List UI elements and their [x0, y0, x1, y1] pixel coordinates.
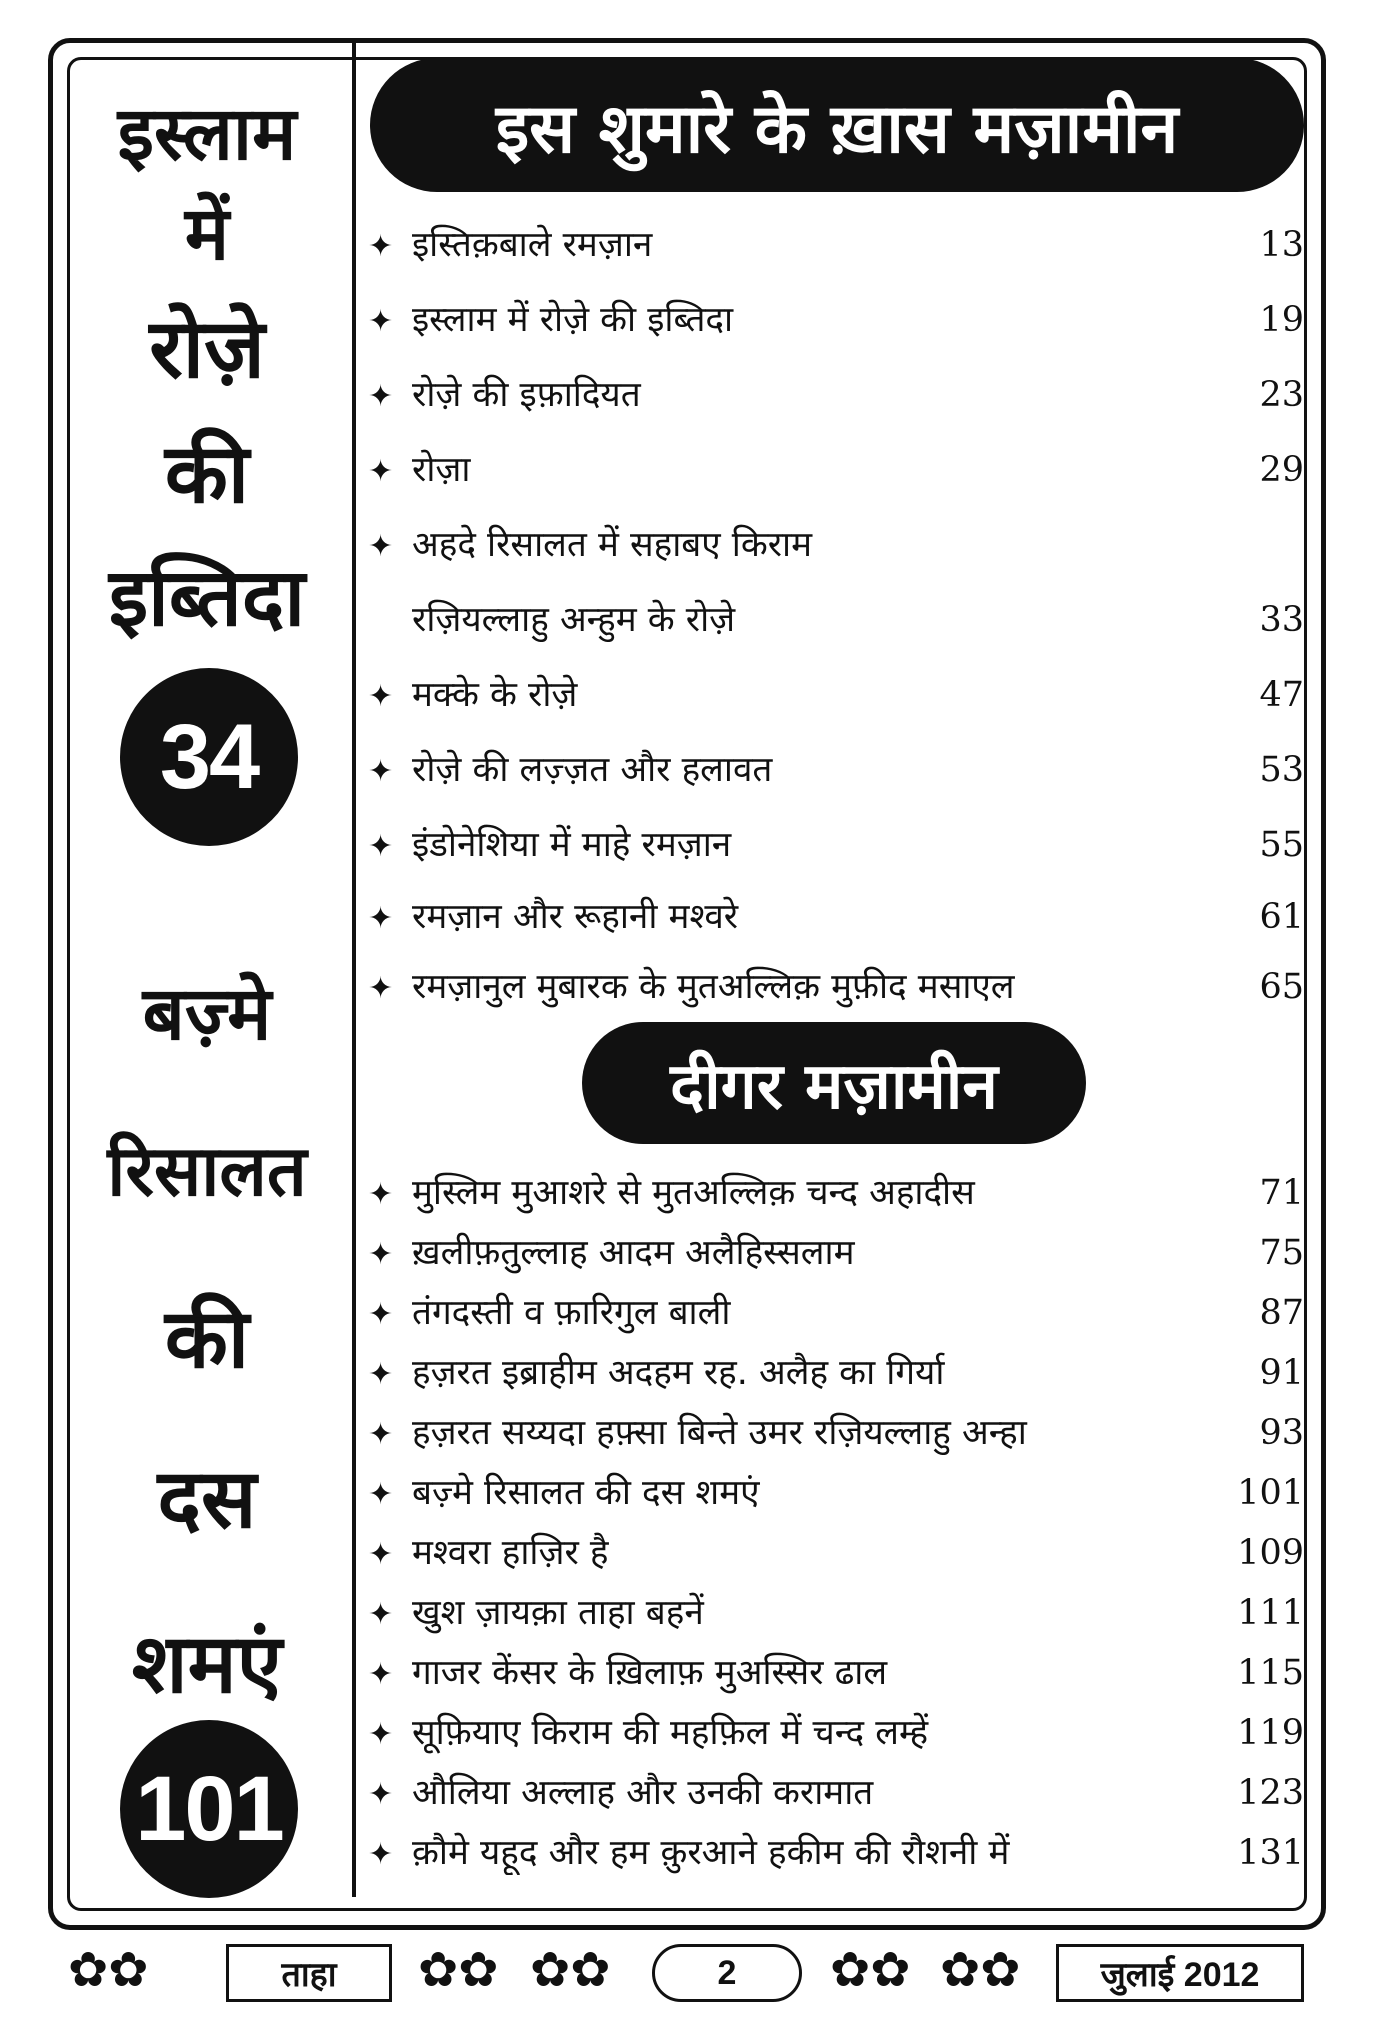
entry-title: बज़्मे रिसालत की दस शमएं [412, 1473, 760, 1513]
bullet-icon: ✦ [368, 829, 394, 864]
bullet-icon: ✦ [368, 1357, 394, 1392]
badge-101: 101 [120, 1720, 298, 1898]
toc-entry[interactable] [368, 1408, 1304, 1455]
entry-page: 91 [1259, 1353, 1304, 1393]
page-number: 2 [652, 1944, 802, 2002]
flower-ornament-icon: ✿✿ [830, 1942, 911, 1998]
entry-title: ख़लीफ़तुल्लाह आदम अलैहिस्सलाम [412, 1233, 855, 1273]
bullet-icon: ✦ [368, 454, 394, 489]
entry-title: औलिया अल्लाह और उनकी करामात [412, 1773, 874, 1813]
entry-page: 93 [1259, 1413, 1304, 1453]
toc-entry[interactable] [368, 1228, 1304, 1275]
toc-entry[interactable] [368, 1708, 1304, 1755]
bullet-icon: ✦ [368, 229, 394, 264]
other-articles-heading: दीगर मज़ामीन [582, 1022, 1086, 1144]
left-word: रोज़े [149, 302, 265, 397]
bullet-icon: ✦ [368, 971, 394, 1006]
entry-title: रमज़ानुल मुबारक के मुतअल्लिक़ मुफ़ीद मसाएल [412, 967, 1015, 1007]
bullet-icon: ✦ [368, 304, 394, 339]
footer [40, 1930, 1340, 2020]
entry-page: 101 [1237, 1473, 1304, 1513]
toc-entry[interactable] [368, 892, 1304, 939]
left-word: शमएं [131, 1617, 283, 1712]
entry-title: मक्के के रोज़े [412, 675, 578, 715]
left-word: बज़्मे [142, 971, 272, 1057]
entry-title: खुश ज़ायक़ा ताहा बहनें [412, 1593, 704, 1633]
toc-entry[interactable] [368, 1648, 1304, 1695]
entry-title: मुस्लिम मुआशरे से मुतअल्लिक़ चन्द अहादीस [412, 1173, 975, 1213]
entry-title: हज़रत सय्यदा हफ़्सा बिन्ते उमर रज़ियल्लाहु अन्हा [412, 1413, 1027, 1453]
bullet-icon: ✦ [368, 901, 394, 936]
entry-title: रमज़ान और रूहानी मश्वरे [412, 897, 739, 937]
bullet-icon: ✦ [368, 529, 394, 564]
toc-entry[interactable] [368, 1468, 1304, 1515]
bullet-icon: ✦ [368, 1597, 394, 1632]
entry-title: हज़रत इब्राहीम अदहम रह. अलैह का गिर्या [412, 1353, 945, 1393]
bullet-icon: ✦ [368, 1657, 394, 1692]
left-word: इस्लाम [117, 91, 297, 177]
left-word: में [184, 191, 230, 277]
entry-page: 23 [1259, 375, 1304, 415]
entry-title-continued: रज़ियल्लाहु अन्हुम के रोज़े [412, 600, 736, 640]
badge-34: 34 [120, 668, 298, 846]
entry-title: गाजर केंसर के ख़िलाफ़ मुअस्सिर ढाल [412, 1653, 888, 1693]
entry-title: रोज़े की लज़्ज़त और हलावत [412, 750, 773, 790]
toc-entry[interactable] [368, 1828, 1304, 1875]
toc-entry[interactable] [368, 1528, 1304, 1575]
column-divider [352, 42, 356, 1897]
toc-entry[interactable] [368, 520, 1304, 567]
flower-ornament-icon: ✿✿ [418, 1942, 499, 1998]
entry-page: 123 [1237, 1773, 1304, 1813]
bullet-icon: ✦ [368, 1417, 394, 1452]
flower-ornament-icon: ✿✿ [68, 1942, 149, 1998]
left-word: रिसालत [107, 1130, 307, 1212]
entry-page: 111 [1237, 1593, 1304, 1633]
bullet-icon: ✦ [368, 1237, 394, 1272]
entry-page: 65 [1259, 967, 1304, 1007]
toc-entry[interactable] [368, 370, 1304, 417]
toc-entry[interactable] [368, 220, 1304, 267]
entry-page: 61 [1259, 897, 1304, 937]
issue-date: जुलाई 2012 [1056, 1944, 1304, 2002]
entry-page: 75 [1259, 1233, 1304, 1273]
toc-entry[interactable] [368, 1288, 1304, 1335]
entry-page: 13 [1259, 225, 1304, 265]
left-word: की [164, 427, 250, 522]
entry-title: मश्वरा हाज़िर है [412, 1533, 609, 1573]
bullet-icon: ✦ [368, 1837, 394, 1872]
entry-page: 29 [1259, 450, 1304, 490]
bullet-icon: ✦ [368, 379, 394, 414]
entry-title: रोज़े की इफ़ादियत [412, 375, 641, 415]
entry-page: 131 [1237, 1833, 1304, 1873]
entry-title: इंडोनेशिया में माहे रमज़ान [412, 825, 732, 865]
entry-page: 87 [1259, 1293, 1304, 1333]
bullet-icon: ✦ [368, 1537, 394, 1572]
flower-ornament-icon: ✿✿ [530, 1942, 611, 1998]
bullet-icon: ✦ [368, 1477, 394, 1512]
entry-title: रोज़ा [412, 450, 471, 490]
toc-entry[interactable] [368, 1768, 1304, 1815]
entry-title: तंगदस्ती व फ़ारिगुल बाली [412, 1293, 731, 1333]
toc-entry[interactable] [368, 1588, 1304, 1635]
entry-page: 71 [1259, 1173, 1304, 1213]
entry-page: 119 [1237, 1713, 1304, 1753]
flower-ornament-icon: ✿✿ [940, 1942, 1021, 1998]
entry-page: 115 [1237, 1653, 1304, 1693]
toc-entry[interactable] [368, 445, 1304, 492]
bullet-icon: ✦ [368, 1717, 394, 1752]
toc-entry[interactable] [368, 745, 1304, 792]
special-articles-heading: इस शुमारे के ख़ास मज़ामीन [370, 58, 1304, 192]
bullet-icon: ✦ [368, 1177, 394, 1212]
entry-title: सूफ़ियाए किराम की महफ़िल में चन्द लम्हें [412, 1713, 929, 1753]
toc-entry[interactable] [368, 670, 1304, 717]
entry-title: अहदे रिसालत में सहाबए किराम [412, 525, 813, 565]
toc-entry[interactable] [368, 1168, 1304, 1215]
bullet-icon: ✦ [368, 1777, 394, 1812]
toc-entry[interactable] [368, 1348, 1304, 1395]
left-word: दस [157, 1452, 257, 1547]
entry-page: 33 [1259, 600, 1304, 640]
bullet-icon: ✦ [368, 1297, 394, 1332]
entry-page: 19 [1259, 300, 1304, 340]
bullet-icon: ✦ [368, 754, 394, 789]
left-word: इब्तिदा [108, 551, 306, 644]
bullet-icon: ✦ [368, 679, 394, 714]
toc-entry[interactable] [368, 295, 1304, 342]
toc-entry-continued[interactable] [368, 595, 1304, 642]
toc-entry[interactable] [368, 820, 1304, 867]
magazine-name: ताहा [226, 1944, 392, 2002]
entry-page: 109 [1237, 1533, 1304, 1573]
entry-page: 55 [1259, 825, 1304, 865]
left-word: की [164, 1292, 250, 1387]
entry-page: 53 [1259, 750, 1304, 790]
entry-page: 47 [1259, 675, 1304, 715]
entry-title: इस्तिक़बाले रमज़ान [412, 225, 653, 265]
toc-entry[interactable] [368, 962, 1304, 1009]
entry-title: क़ौमे यहूद और हम क़ुरआने हकीम की रौशनी में [412, 1833, 1010, 1873]
entry-title: इस्लाम में रोज़े की इब्तिदा [412, 300, 734, 340]
